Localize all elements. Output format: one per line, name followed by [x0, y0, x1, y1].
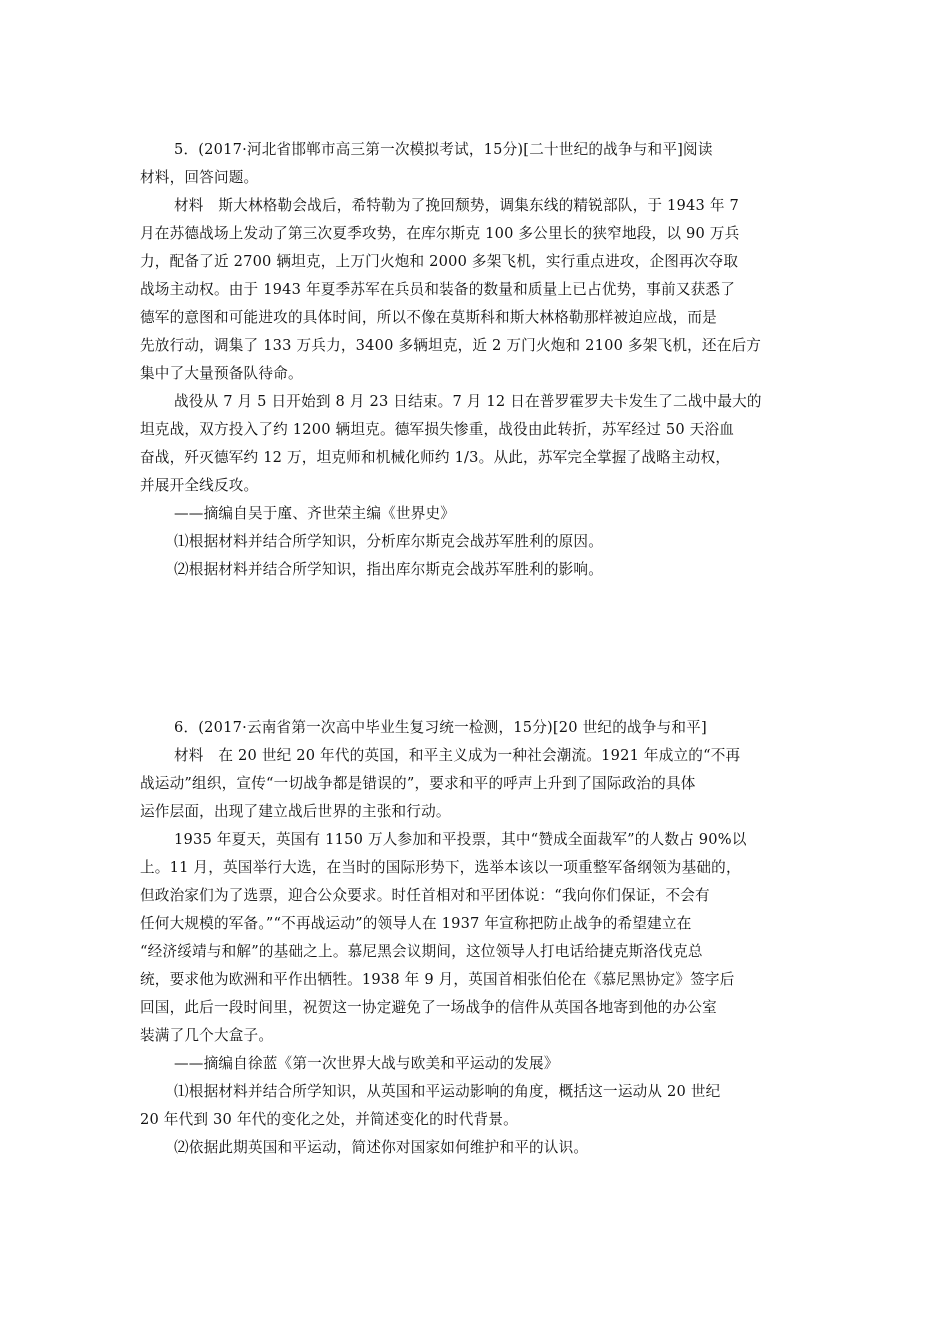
material-source: ——摘编自吴于廑、齐世荣主编《世界史》	[174, 505, 456, 522]
material-text: 战役从 7 月 5 日开始到 8 月 23 日结束。7 月 12 日在普罗霍罗夫卡发生了二战中最大的	[174, 393, 762, 410]
material-text: 并展开全线反攻。	[140, 477, 259, 494]
material-text: 任何大规模的军备。”“不再战运动”的领导人在 1937 年宣称把防止战争的希望建立在	[140, 915, 692, 932]
material-text: 统，要求他为欧洲和平作出牺牲。1938 年 9 月，英国首相张伯伦在《慕尼黑协定》签字后	[140, 971, 735, 988]
material-text: 上。11 月，英国举行大选，在当时的国际形势下，选举本该以一项重整军备纲领为基础的，	[140, 859, 741, 876]
material-text: 战运动”组织，宣传“一切战争都是错误的”，要求和平的呼声上升到了国际政治的具体	[140, 775, 696, 792]
question-5	[140, 136, 812, 584]
material-text: 运作层面，出现了建立战后世界的主张和行动。	[140, 803, 451, 820]
sub-question-1: ⑴根据材料并结合所学知识，分析库尔斯克会战苏军胜利的原因。	[174, 533, 604, 550]
material-text: 月在苏德战场上发动了第三次夏季攻势，在库尔斯克 100 多公里长的狭窄地段，以 90 万兵	[140, 225, 740, 242]
sub-question-1-cont: 20 年代到 30 年代的变化之处，并简述变化的时代背景。	[140, 1111, 518, 1128]
material-text: 先放行动，调集了 133 万兵力，3400 多辆坦克，近 2 万门火炮和 2100 多架飞机，还在后方	[140, 337, 762, 354]
material-text: 力，配备了近 2700 辆坦克，上万门火炮和 2000 多架飞机，实行重点进攻，企图再次夺取	[140, 253, 739, 270]
sub-question-2: ⑵依据此期英国和平运动，简述你对国家如何维护和平的认识。	[174, 1139, 589, 1156]
material-text: 奋战，歼灭德军约 12 万，坦克师和机械化师约 1/3。从此，苏军完全掌握了战略主动权，	[140, 449, 731, 466]
material-text: 材料 在 20 世纪 20 年代的英国，和平主义成为一种社会潮流。1921 年成立的“不再	[174, 747, 741, 764]
question-5-header: 5．(2017·河北省邯郸市高三第一次模拟考试，15分)[二十世纪的战争与和平]阅读	[174, 141, 713, 158]
question-5-header-cont: 材料，回答问题。	[140, 169, 259, 186]
material-text: 装满了几个大盒子。	[140, 1027, 274, 1044]
material-text: 材料 斯大林格勒会战后，希特勒为了挽回颓势，调集东线的精锐部队，于 1943 年 7	[174, 197, 739, 214]
material-text: 德军的意图和可能进攻的具体时间，所以不像在莫斯科和斯大林格勒那样被迫应战，而是	[140, 309, 717, 326]
material-text: 坦克战，双方投入了约 1200 辆坦克。德军损失惨重，战役由此转折，苏军经过 50 天浴血	[140, 421, 735, 438]
material-text: 回国，此后一段时间里，祝贺这一协定避免了一场战争的信件从英国各地寄到他的办公室	[140, 999, 717, 1016]
material-source: ——摘编自徐蓝《第一次世界大战与欧美和平运动的发展》	[174, 1055, 559, 1072]
question-6-header: 6．(2017·云南省第一次高中毕业生复习统一检测，15分)[20 世纪的战争与和平]	[174, 719, 707, 736]
material-text: 1935 年夏天，英国有 1150 万人参加和平投票，其中“赞成全面裁军”的人数占 90%以	[174, 831, 747, 848]
material-text: 但政治家们为了选票，迎合公众要求。时任首相对和平团体说：“我向你们保证，不会有	[140, 887, 710, 904]
material-text: 集中了大量预备队待命。	[140, 365, 303, 382]
sub-question-1: ⑴根据材料并结合所学知识，从英国和平运动影响的角度，概括这一运动从 20 世纪	[174, 1083, 721, 1100]
material-text: 战场主动权。由于 1943 年夏季苏军在兵员和装备的数量和质量上已占优势，事前又获悉了	[140, 281, 735, 298]
question-6	[140, 714, 812, 1162]
sub-question-2: ⑵根据材料并结合所学知识，指出库尔斯克会战苏军胜利的影响。	[174, 561, 604, 578]
material-text: “经济绥靖与和解”的基础之上。慕尼黑会议期间，这位领导人打电话给捷克斯洛伐克总	[140, 943, 703, 960]
